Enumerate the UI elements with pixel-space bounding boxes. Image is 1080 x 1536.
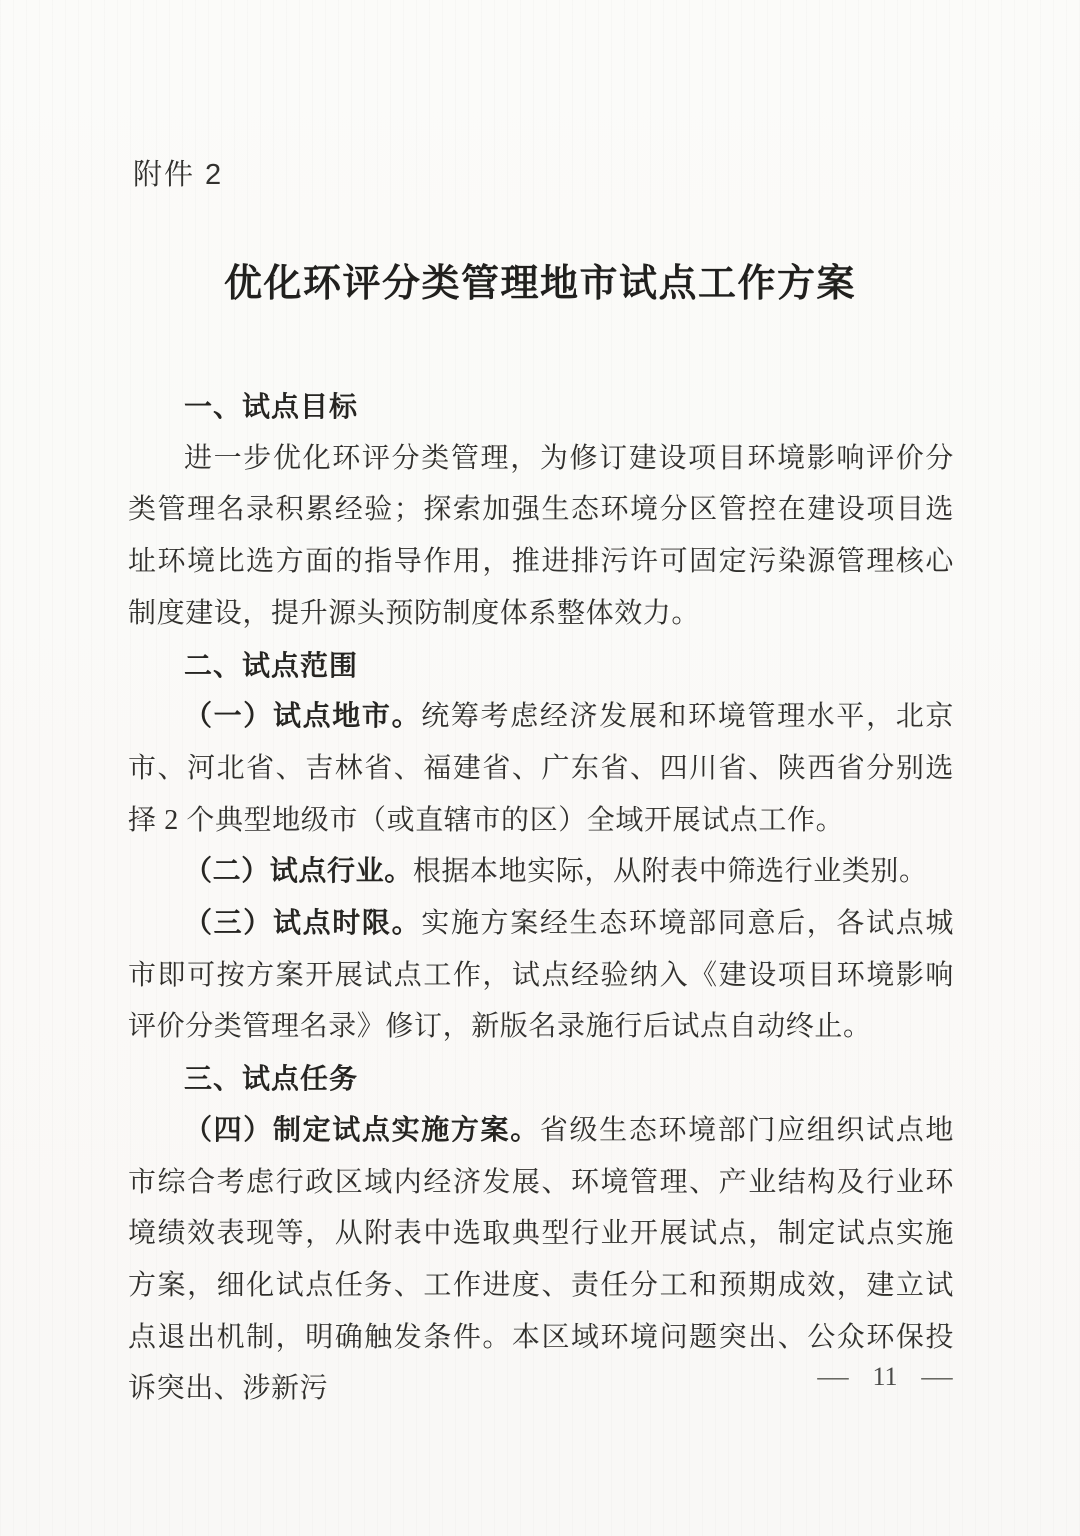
paragraph-lead: （三）试点时限。 [184, 908, 422, 940]
section-heading-pilot-tasks: 三、试点任务 [184, 1063, 359, 1095]
page-number: 11 [872, 1362, 898, 1391]
paragraph-text: 省级生态环境部门应组织试点地市综合考虑行政区域内经济发展、环境管理、产业结构及行业环境绩效表现等，从附表中选取典型行业开展试点，制定试点实施方案，细化试点任务、工作进度、责任分工和预期成效，建立试点退出机制，明确触发条件。本区域环境问题突出、公众环保投诉突出、涉新污 [128, 1114, 954, 1405]
section-heading-pilot-scope: 二、试点范围 [184, 649, 359, 681]
paragraph-pilot-timeline [128, 898, 954, 1053]
paragraph-pilot-industries [128, 846, 954, 898]
section-heading-pilot-goal: 一、试点目标 [184, 391, 359, 422]
paragraph-lead: （四）制定试点实施方案。 [184, 1114, 540, 1146]
attachment-label: 附件 2 [133, 159, 224, 191]
document-body [128, 381, 954, 1415]
document-title: 优化环评分类管理地市试点工作方案 [223, 263, 856, 305]
paragraph-pilot-cities [128, 691, 954, 846]
paragraph-text: 实施方案经生态环境部同意后，各试点城市即可按方案开展试点工作，试点经验纳入《建设项目环境影响评价分类管理名录》修订，新版名录施行后试点自动终止。 [128, 908, 954, 1043]
footer-right-dash: — [921, 1362, 953, 1391]
paragraph-text: 统筹考虑经济发展和环境管理水平，北京市、河北省、吉林省、福建省、广东省、四川省、陕西省分别选择 2 个典型地级市（或直辖市的区）全域开展试点工作。 [128, 701, 954, 836]
page-footer [817, 1362, 953, 1392]
paragraph-text: 根据本地实际，从附表中筛选行业类别。 [412, 856, 928, 888]
paragraph-lead: （二）试点行业。 [184, 856, 413, 888]
footer-left-dash: — [817, 1362, 849, 1391]
paragraph-text: 进一步优化环评分类管理，为修订建设项目环境影响评价分类管理名录积累经验；探索加强生态环境分区管控在建设项目选址环境比选方面的指导作用，推进排污许可固定污染源管理核心制度建设，提升源头预防制度体系整体效力。 [128, 442, 954, 629]
paragraph-pilot-goal [128, 433, 954, 640]
paragraph-lead: （一）试点地市。 [184, 701, 422, 733]
